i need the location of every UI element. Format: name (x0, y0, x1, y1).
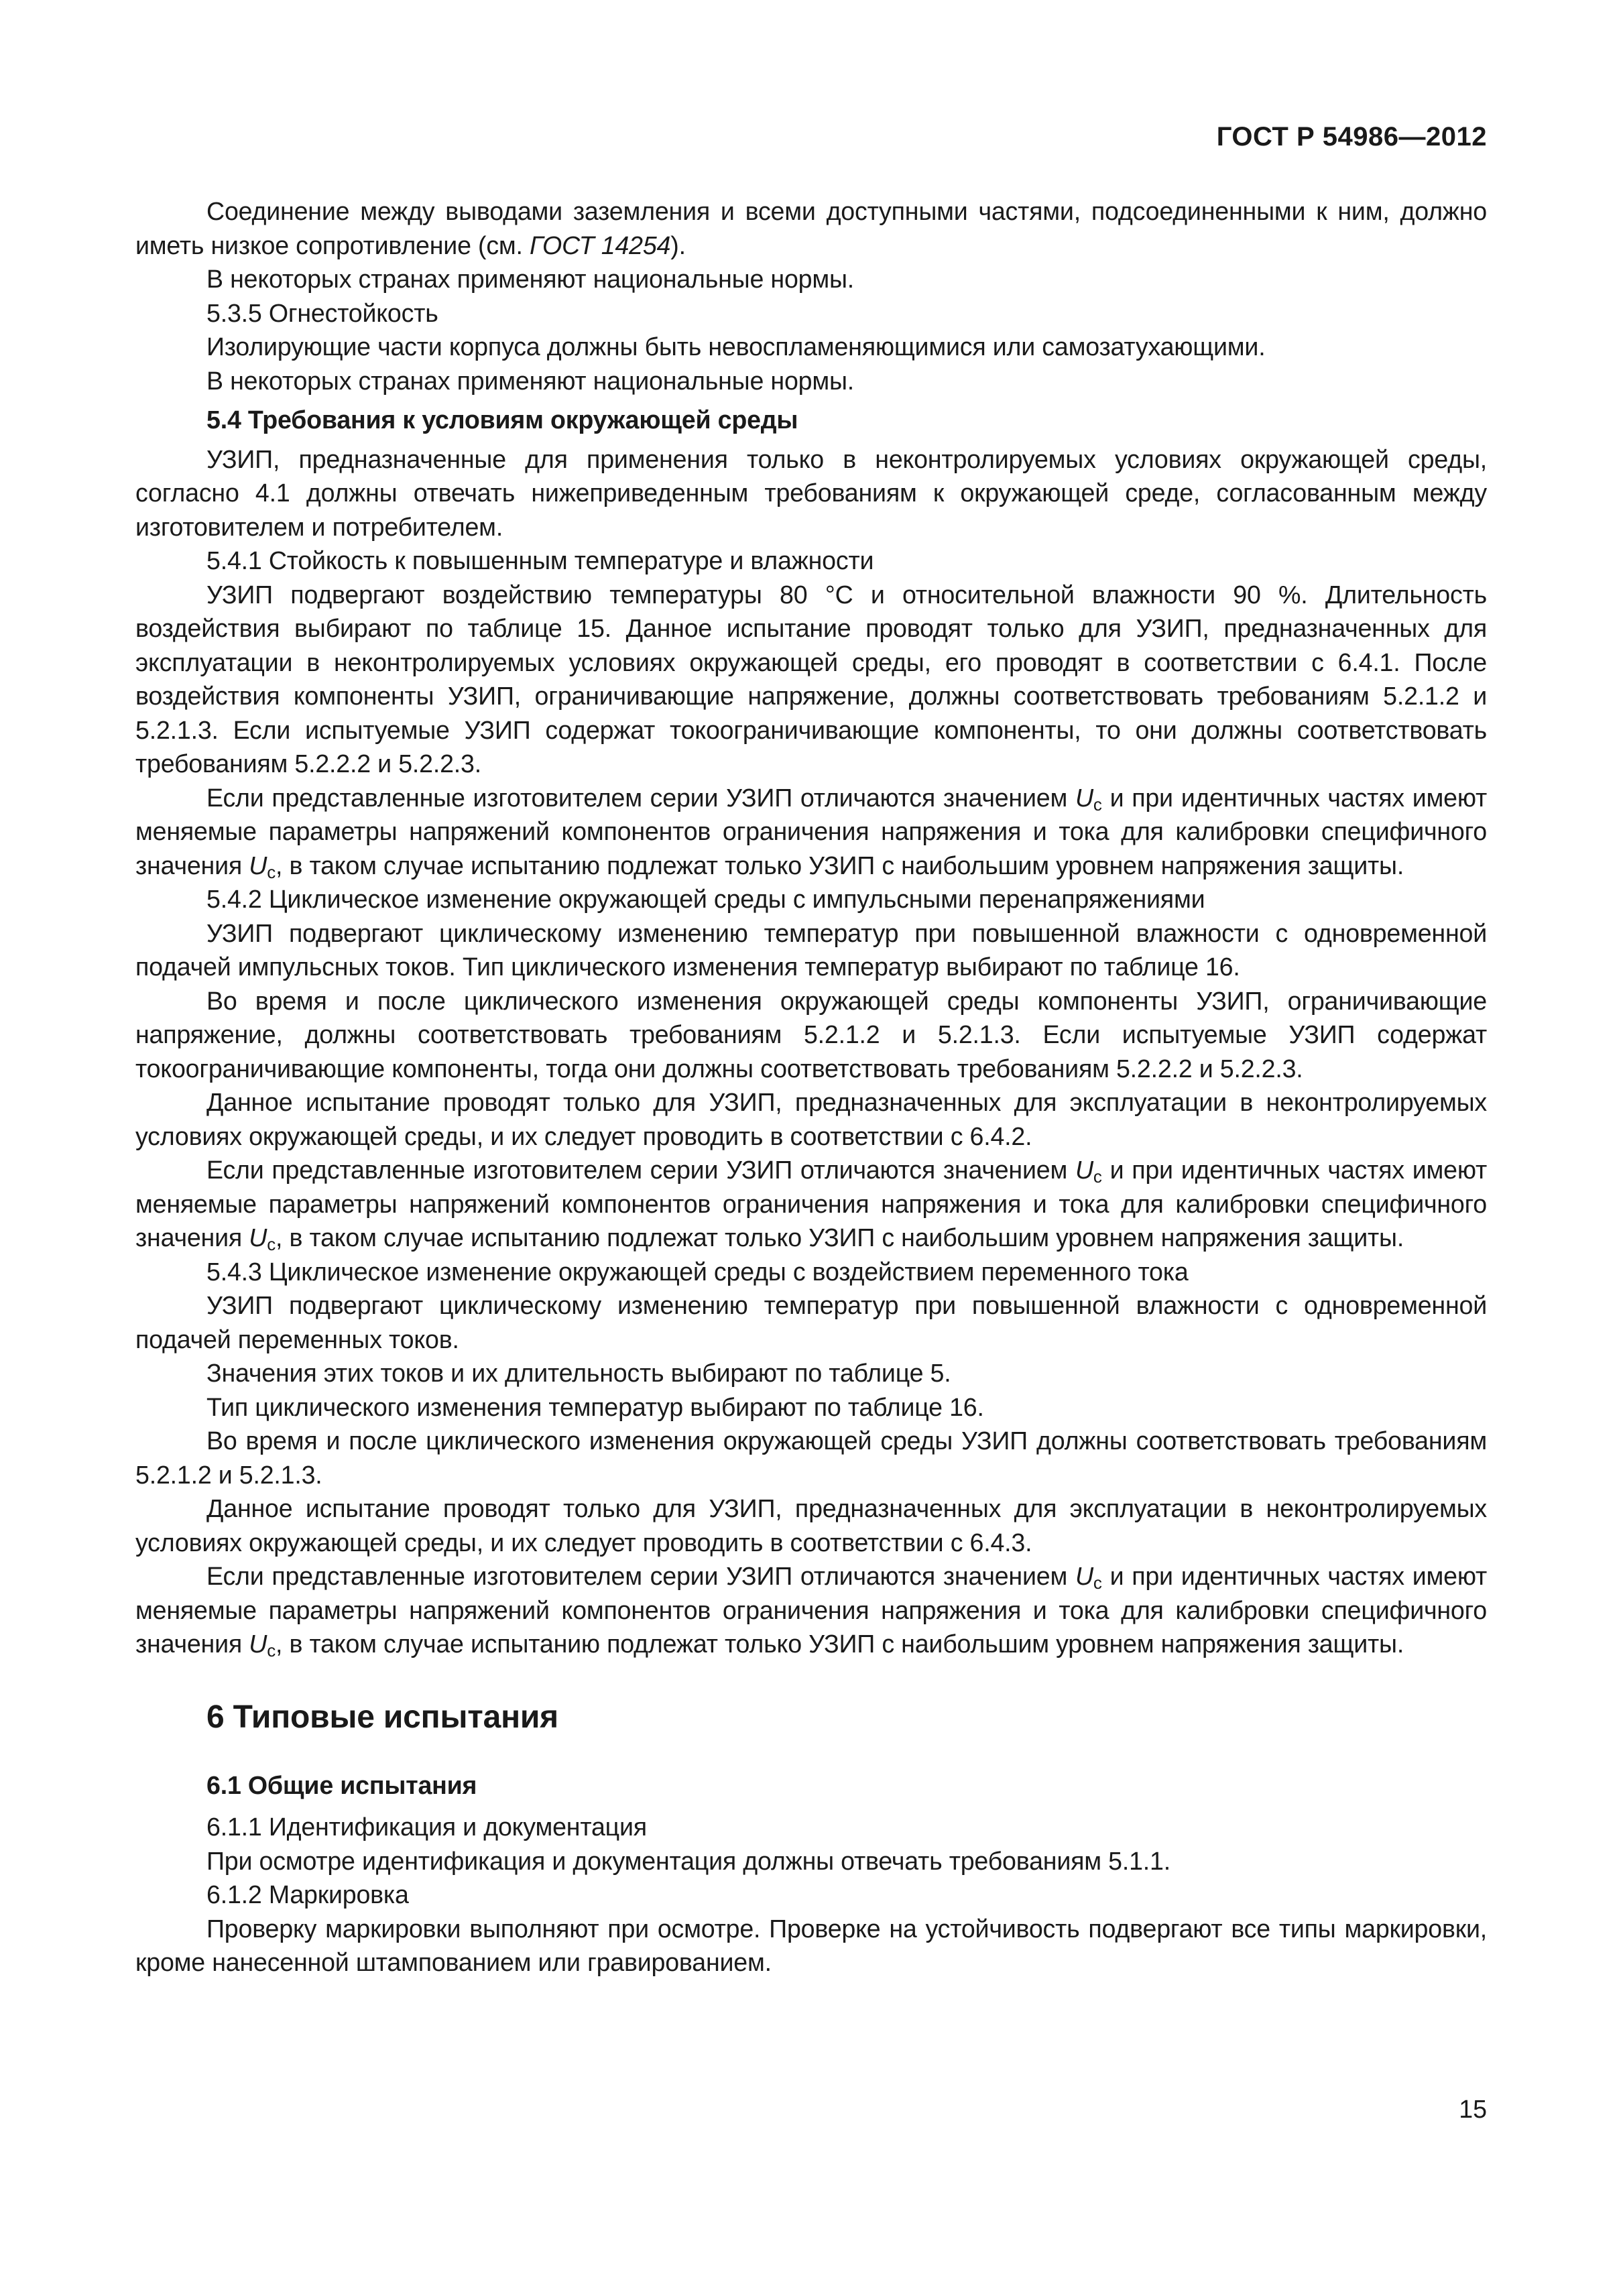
paragraph-uc: Если представленные изготовителем серии УЗИП отличаются значением $U_c$ и при идентичных частях имеют меняемые параметры напряжений компонентов ограничения напряжения и тока для калибровки специфичного значения $U_c$, в таком случае испытанию подлежат только УЗИП с наибольшим уровнем напряжения защиты. (135, 1562, 1487, 1660)
paragraph: Данное испытание проводят только для УЗИП, предназначенных для эксплуатации в неконтролируемых условиях окружающей среды, и их следует проводить в соответствии с 6.4.2. (135, 1088, 1487, 1150)
paragraph: Тип циклического изменения температур выбирают по таблице 16. (206, 1392, 984, 1421)
standard-reference: ГОСТ 14254 (530, 231, 671, 259)
clause-title: 5.4.3 Циклическое изменение окружающей среды с воздействием переменного тока (206, 1257, 1189, 1286)
standard-header: ГОСТ Р 54986—2012 (1216, 122, 1487, 152)
paragraph: В некоторых странах применяют национальные нормы. (206, 265, 855, 293)
document-body (135, 194, 1487, 1980)
paragraph: Соединение между выводами заземления и всеми доступными частями, подсоединенными к ним, должно иметь низкое сопротивление (см. ГОСТ 14254). (135, 197, 1487, 259)
paragraph: Проверку маркировки выполняют при осмотре. Проверке на устойчивость подвергают все типы маркировки, кроме нанесенной штампованием или гравированием. (135, 1914, 1487, 1976)
paragraph: Во время и после циклического изменения окружающей среды компоненты УЗИП, ограничивающие напряжение, должны соответствовать требованиям 5.2.1.2 и 5.2.1.3. Если испытуемые УЗИП содержат токоограничивающие компоненты, тогда они должны соответствовать требованиям 5.2.2.2 и 5.2.2.3. (135, 986, 1487, 1083)
paragraph: В некоторых странах применяют национальные нормы. (206, 366, 855, 395)
clause-title: 5.4.1 Стойкость к повышенным температуре и влажности (206, 546, 874, 575)
section-heading-5-4: 5.4 Требования к условиям окружающей среды (206, 406, 798, 434)
clause-title: 6.1.1 Идентификация и документация (206, 1813, 647, 1841)
paragraph: При осмотре идентификация и документация должны отвечать требованиям 5.1.1. (206, 1846, 1170, 1875)
paragraph: УЗИП подвергают циклическому изменению температур при повышенной влажности с одновременной подачей импульсных токов. Тип циклического изменения температур выбирают по таблице 16. (135, 918, 1487, 981)
paragraph: УЗИП, предназначенные для применения только в неконтролируемых условиях окружающей среды, согласно 4.1 должны отвечать нижеприведенным требованиям к окружающей среде, согласованным между изготовителем и потребителем. (135, 444, 1487, 541)
paragraph-uc: Если представленные изготовителем серии УЗИП отличаются значением $U_c$ и при идентичных частях имеют меняемые параметры напряжений компонентов ограничения напряжения и тока для калибровки специфичного значения $U_c$, в таком случае испытанию подлежат только УЗИП с наибольшим уровнем напряжения защиты. (135, 783, 1487, 882)
paragraph: Изолирующие части корпуса должны быть невоспламеняющимися или самозатухающими. (206, 333, 1266, 361)
paragraph: Данное испытание проводят только для УЗИП, предназначенных для эксплуатации в неконтролируемых условиях окружающей среды, и их следует проводить в соответствии с 6.4.3. (135, 1494, 1487, 1557)
paragraph: Значения этих токов и их длительность выбирают по таблице 5. (206, 1359, 951, 1387)
paragraph-uc: Если представленные изготовителем серии УЗИП отличаются значением $U_c$ и при идентичных частях имеют меняемые параметры напряжений компонентов ограничения напряжения и тока для калибровки специфичного значения $U_c$, в таком случае испытанию подлежат только УЗИП с наибольшим уровнем напряжения защиты. (135, 1156, 1487, 1254)
clause-title: 5.3.5 Огнестойкость (206, 298, 438, 327)
paragraph: Во время и после циклического изменения окружающей среды УЗИП должны соответствовать требованиям 5.2.1.2 и 5.2.1.3. (135, 1427, 1487, 1489)
section-heading-6: 6 Типовые испытания (206, 1699, 558, 1735)
page-number: 15 (1459, 2095, 1487, 2123)
paragraph: УЗИП подвергают воздействию температуры 80 °С и относительной влажности 90 %. Длительность воздействия выбирают по таблице 15. Данное испытание проводят только для УЗИП, предназначенных для эксплуатации в неконтролируемых условиях окружающей среды, его проводят в соответствии с 6.4.1. После воздействия компоненты УЗИП, ограничивающие напряжение, должны соответствовать требованиям 5.2.1.2 и 5.2.1.3. Если испытуемые УЗИП содержат токоограничивающие компоненты, то они должны соответствовать требованиям 5.2.2.2 и 5.2.2.3. (135, 580, 1487, 778)
section-heading-6-1: 6.1 Общие испытания (206, 1770, 477, 1799)
clause-title: 6.1.2 Маркировка (206, 1880, 409, 1909)
clause-title: 5.4.2 Циклическое изменение окружающей среды с импульсными перенапряжениями (206, 885, 1205, 913)
paragraph: УЗИП подвергают циклическому изменению температур при повышенной влажности с одновременной подачей переменных токов. (135, 1291, 1487, 1353)
